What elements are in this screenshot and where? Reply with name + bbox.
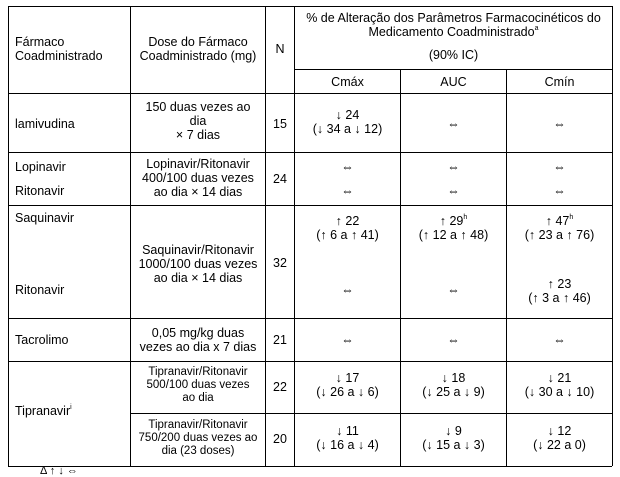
row-tacrolimo-auc: ⇔ [447,333,460,347]
row-lopinavir-ritonavir-cmax: ⇔ [341,184,354,198]
rule-row2 [8,205,612,206]
row-lopinavir-ritonavir-drug: Ritonavir [15,184,65,198]
header-n: N [275,42,285,56]
row-lopinavir-ritonavir-cmin: ⇔ [553,184,566,198]
rule-top [8,6,612,7]
row-lopinavir-auc: ⇔ [447,160,460,174]
footer-cutoff-glyphs: Δ ↑ ↓ ⇔ [40,465,78,477]
row-lamivudina-drug: lamivudina [15,117,75,131]
row-tipranavir-a-dose: Tipranavir/Ritonavir 500/100 duas vezes ao dia [146,366,250,404]
row-lamivudina-cmin: ⇔ [553,117,566,131]
row-tacrolimo-drug: Tacrolimo [15,333,69,347]
header-auc: AUC [440,75,467,89]
row-lopinavir-dose: Lopinavir/Ritonavir 400/100 duas vezes ao dia × 14 dias [142,157,254,199]
row-tipranavir-a-cmax: ↓ 17 (↓ 26 a ↓ 6) [316,371,379,399]
row-tipranavir-b-auc: ↓ 9 (↓ 15 a ↓ 3) [422,424,485,452]
row-saquinavir-drug: Saquinavir [15,211,75,225]
row-lopinavir-ritonavir-auc: ⇔ [447,184,460,198]
row-lamivudina-n: 15 [273,117,287,131]
row-saquinavir-ritonavir-drug: Ritonavir [15,283,65,297]
rule-row4 [8,361,612,362]
row-saquinavir-ritonavir-cmin: ↑ 23 (↑ 3 a ↑ 46) [528,277,591,305]
rule-header-bottom [8,93,612,94]
rule-tip-split [130,413,612,414]
row-tipranavir-b-cmin: ↓ 12 (↓ 22 a 0) [533,424,586,452]
header-drug: Fármaco Coadministrado [15,35,103,63]
row-tipranavir-b-cmax: ↓ 11 (↓ 16 a ↓ 4) [316,424,379,452]
row-tacrolimo-cmax: ⇔ [341,333,354,347]
row-tacrolimo-cmin: ⇔ [553,333,566,347]
header-ci: (90% IC) [428,48,479,62]
row-tipranavir-a-cmin: ↓ 21 (↓ 30 a ↓ 10) [524,371,595,399]
rule-row1 [8,152,612,153]
row-tacrolimo-dose: 0,05 mg/kg duas vezes ao dia x 7 dias [139,326,257,354]
row-tipranavir-drug: Tipranavir$^i$ [15,403,72,418]
rule-row3 [8,318,612,319]
row-tipranavir-a-n: 22 [273,380,287,394]
row-tipranavir-b-dose: Tipranavir/Ritonavir 750/200 duas vezes ao dia (23 doses) [138,419,258,457]
header-cmax: Cmáx [331,75,364,89]
rule-subheader [294,69,612,70]
row-lopinavir-cmax: ⇔ [341,160,354,174]
row-lopinavir-cmin: ⇔ [553,160,566,174]
row-tipranavir-a-auc: ↓ 18 (↓ 25 a ↓ 9) [422,371,485,399]
header-dose: Dose do Fármaco Coadministrado (mg) [139,35,257,63]
row-lamivudina-auc: ⇔ [447,117,460,131]
row-saquinavir-ritonavir-cmax: ⇔ [341,283,354,297]
row-saquinavir-cmax: ↑ 22 (↑ 6 a ↑ 41) [316,214,379,242]
header-pct-change: % de Alteração dos Parâmetros Farmacocinéticos do Medicamento Coadministrado$^a$ [306,11,601,39]
rule-col-n [265,6,266,466]
row-saquinavir-auc: ↑ 29$^h$ (↑ 12 a ↑ 48) [418,213,489,242]
row-lopinavir-drug: Lopinavir [15,160,66,174]
row-tacrolimo-n: 21 [273,333,287,347]
row-saquinavir-n: 32 [273,256,287,270]
rule-right [612,6,613,466]
rule-bottom [8,466,612,467]
rule-left [8,6,9,466]
row-tipranavir-b-n: 20 [273,432,287,446]
row-lamivudina-dose: 150 duas vezes ao dia × 7 dias [145,100,251,142]
row-saquinavir-dose: Saquinavir/Ritonavir 1000/100 duas vezes ao dia × 14 dias [138,243,258,285]
row-lopinavir-n: 24 [273,172,287,186]
row-saquinavir-cmin: ↑ 47$^h$ (↑ 23 a ↑ 76) [524,213,595,242]
header-cmin: Cmín [544,75,575,89]
row-lamivudina-cmax: ↓ 24 (↓ 34 a ↓ 12) [312,108,383,136]
row-saquinavir-ritonavir-auc: ⇔ [447,283,460,297]
